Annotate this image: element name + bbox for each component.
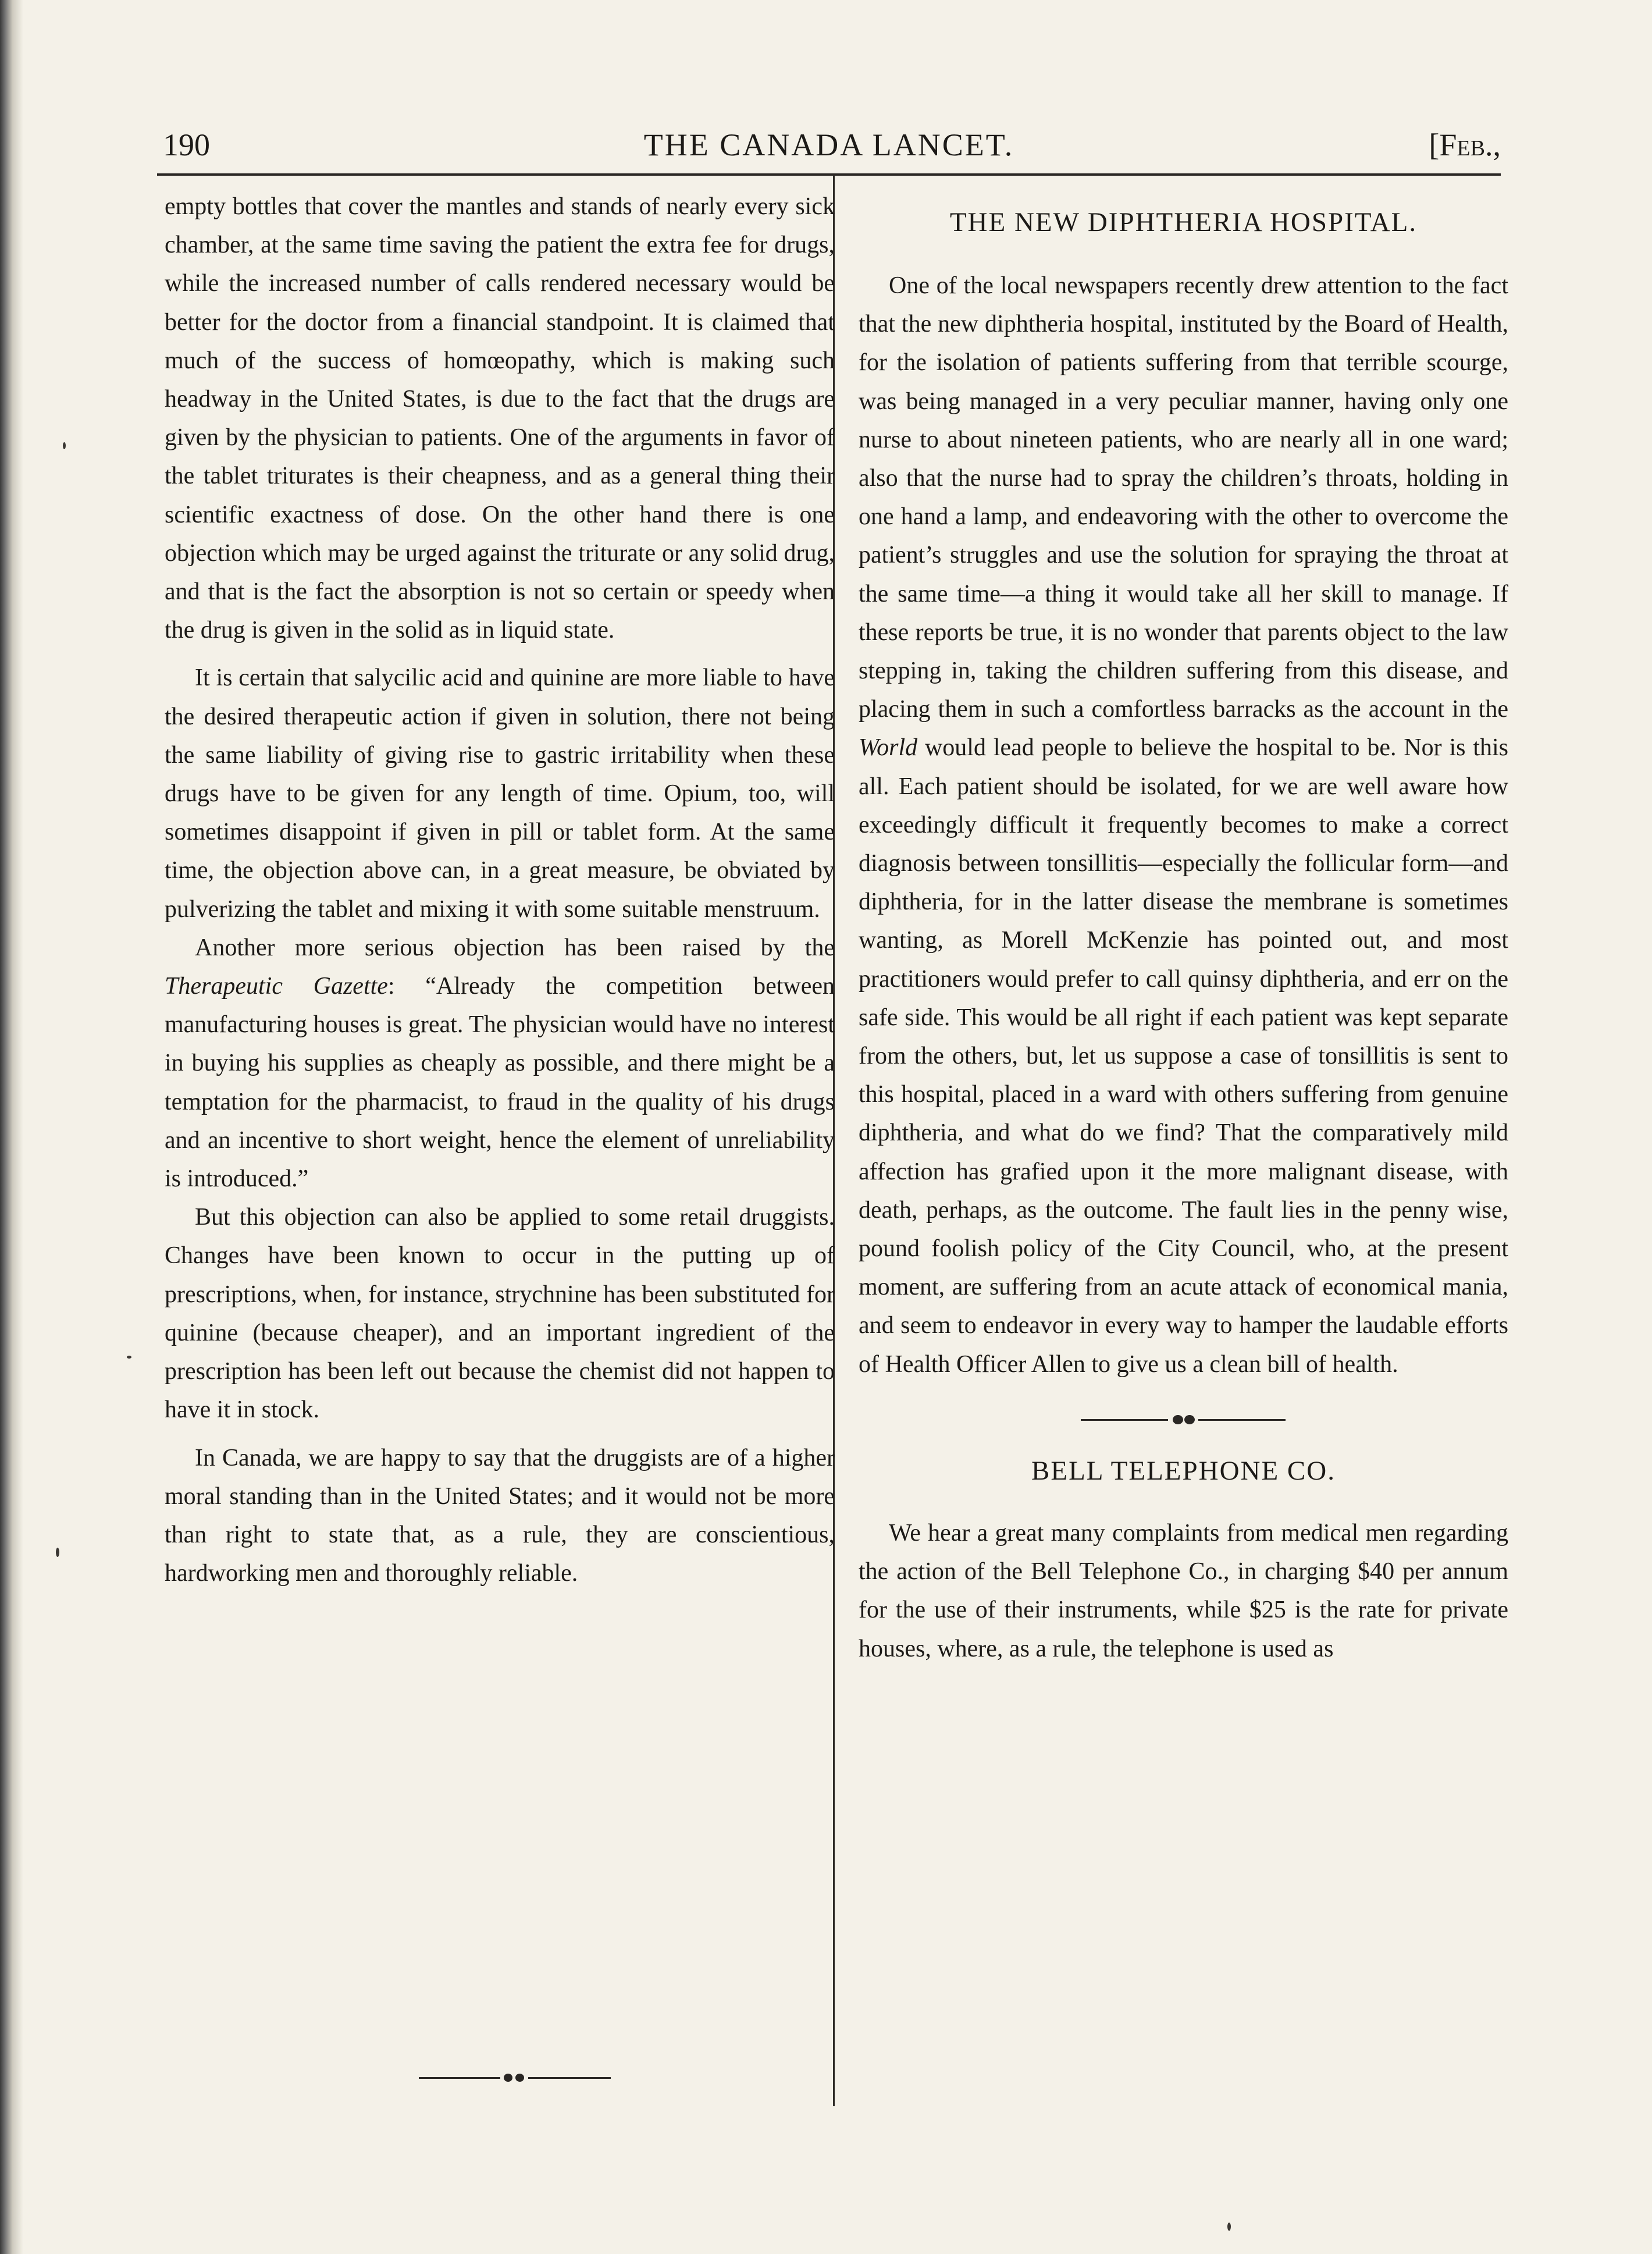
left-paragraph-3-quote: : “Already the competition between manufacturing houses is great. The physician would have no interest in buying his supplies as cheaply as possible, and there might be a temptation for the pharmacist, to fraud in the quality of his drugs and an incentive to short weight, hence the element of unreliability is introduced.” — [165, 973, 835, 1193]
left-paragraph-3-start: Another more serious objection has been raised by the — [195, 934, 835, 961]
bell-telephone-heading: BELL TELEPHONE CO. — [1031, 1455, 1336, 1486]
left-paragraph-2: It is certain that salycilic acid and quinine are more liable to have the desired therapeutic action if given in solution, there not being the same liability of giving rise to gastric irritability when these drugs have to be given for any length of time. Opium, too, will sometimes disappoint if given in pill or tablet form. At the same time, the objection above can, in a great measure, be obviated by pulverizing the tablet and mixing it with some suitable menstruum. — [165, 664, 835, 923]
journal-title: THE CANADA LANCET. — [643, 127, 1014, 162]
therapeutic-gazette-title: Therapeutic Gazette — [165, 973, 388, 1000]
scan-speck — [127, 1356, 131, 1359]
diphtheria-text-start: One of the local newspapers recently drew attention to the fact that the new diphtheria hospital, instituted by the Board of Health, for the isolation of patients suffering from that terrible scourge, was being managed in a very peculiar manner, having only one nurse to about nineteen patients, who are nearly all in one ward; also that the nurse had to spray the children’s throats, holding in one hand a lamp, and endeavoring with the other to overcome the patient’s struggles and use the solution for spraying the throat at the same time—a thing it would take all her skill to manage. If these reports be true, it is no wonder that parents object to the law stepping in, taking the children suffering from this disease, and placing them in such a comfortless barracks as the account in the — [859, 272, 1508, 723]
left-paragraph-3 — [165, 929, 835, 1198]
scan-edge-shadow — [0, 0, 23, 2254]
diphtheria-hospital-heading: THE NEW DIPHTHERIA HOSPITAL. — [949, 207, 1418, 237]
scan-speck — [1227, 2223, 1231, 2231]
left-column — [165, 187, 835, 1592]
diphtheria-hospital-paragraph — [859, 266, 1508, 1384]
header-month: [Feb., — [1429, 127, 1501, 162]
left-paragraph-4: But this objection can also be applied to some retail druggists. Changes have been known to occur in the putting up of prescriptions, when, for instance, strychnine has been substituted for quinine (because cheaper), and an important ingredient of the prescription has been left out because the chemist did not happen to have it in stock. — [165, 1204, 835, 1424]
left-paragraph-5: In Canada, we are happy to say that the druggists are of a higher moral standing than in the United States; and it would not be more than right to state that, as a rule, they are conscientious, hardworking men and thoroughly reliable. — [165, 1444, 835, 1587]
diphtheria-text-end: would lead people to believe the hospital to be. Nor is this all. Each patient should be isolated, for we are well aware how exceedingly difficult it frequently becomes to make a correct diagnosis between tonsillitis—especially the follicular form—and diphtheria, for in the latter disease the membrane is sometimes wanting, as Morell McKenzie has pointed out, and most practitioners would prefer to call quinsy diphtheria, and err on the safe side. This would be all right if each patient was kept separate from the others, but, let us suppose a case of tonsillitis is sent to this hospital, placed in a ward with others suffering from genuine diphtheria, and what do we find? That the comparatively mild affection has grafied upon it the more malignant disease, with death, perhaps, as the outcome. The fault lies in the penny wise, pound foolish policy of the City Council, who, at the present moment, are suffering from an acute attack of economical mania, and seem to endeavor in every way to hamper the laudable efforts of Health Officer Allen to give us a clean bill of health. — [859, 734, 1508, 1378]
world-newspaper-title: World — [859, 734, 918, 762]
page-number: 190 — [163, 127, 210, 162]
running-header — [157, 127, 1501, 173]
section-separator-ornament — [859, 1408, 1508, 1431]
scan-speck — [63, 442, 66, 449]
left-paragraph-1: empty bottles that cover the mantles and stands of nearly every sick chamber, at the same time saving the patient the extra fee for drugs, while the increased number of calls rendered necessary would be better for the doctor from a financial standpoint. It is claimed that much of the success of homœopathy, which is making such headway in the United States, is due to the fact that the drugs are given by the physician to patients. One of the arguments in favor of the tablet triturates is their cheapness, and as a general thing their scientific exactness of dose. On the other hand there is one objection which may be urged against the triturate or any solid drug, and that is the fact the absorption is not so certain or speedy when the drug is given in the solid as in liquid state. — [165, 193, 835, 644]
section-end-ornament-left — [419, 2070, 611, 2093]
header-rule — [157, 173, 1501, 176]
right-column — [859, 187, 1508, 1668]
scan-speck — [56, 1548, 59, 1557]
bell-telephone-paragraph: We hear a great many complaints from medical men regarding the action of the Bell Telephone Co., in charging $40 per annum for the use of their instruments, while $25 is the rate for private houses, where, as a rule, the telephone is used as — [859, 1519, 1508, 1662]
